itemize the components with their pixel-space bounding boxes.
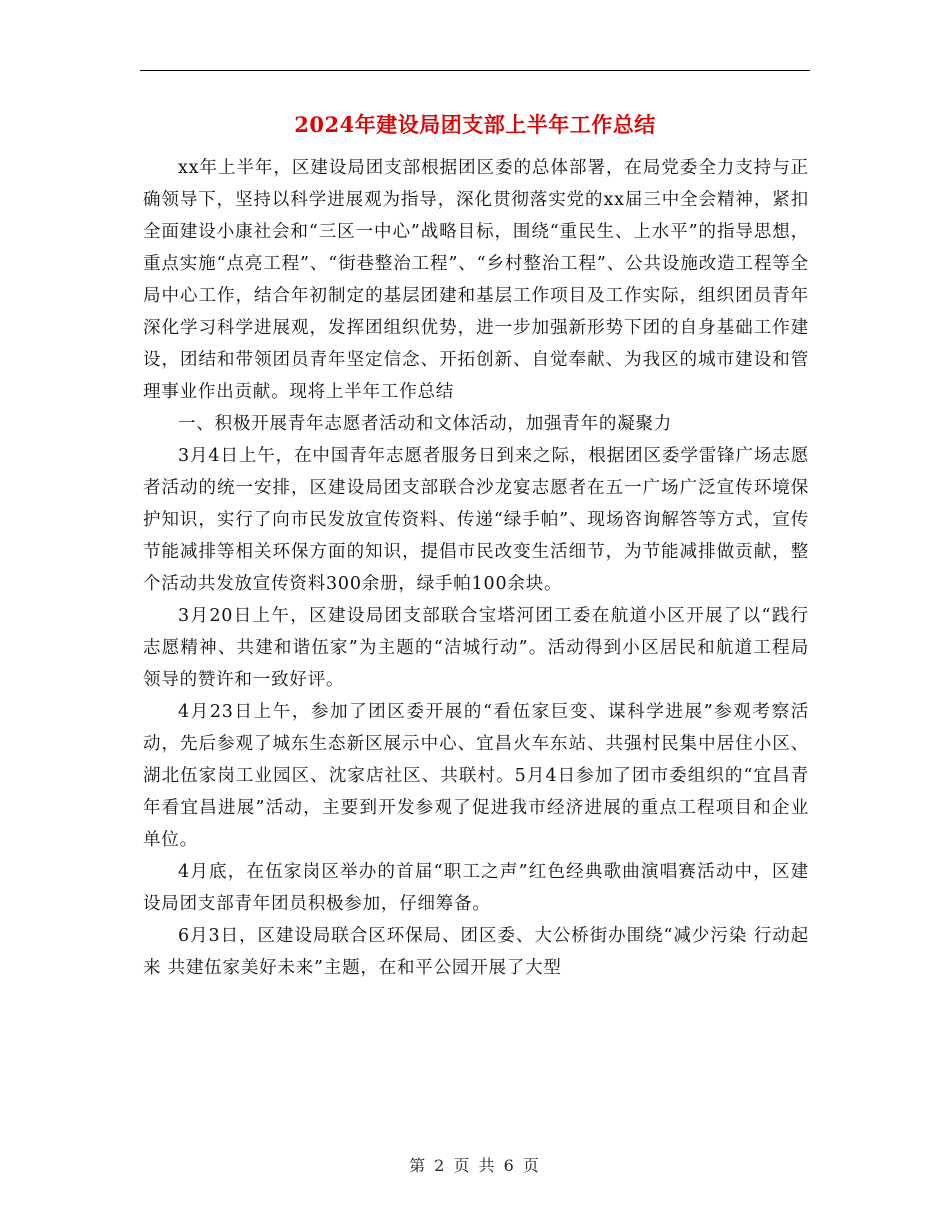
- document-title: 2024年建设局团支部上半年工作总结: [294, 112, 656, 137]
- paragraph-april-end: 4月底，在伍家岗区举办的首届“职工之声”红色经典歌曲演唱赛活动中，区建设局团支部青年团员积极参加，仔细筹备。: [143, 862, 809, 914]
- document-body: [143, 152, 809, 984]
- section-heading: 一、积极开展青年志愿者活动和文体活动，加强青年的凝聚力: [178, 414, 673, 434]
- paragraph-june-3: 6月3日，区建设局联合区环保局、团区委、大公桥街办围绕“减少污染 行动起来 共建伍家美好未来”主题，在和平公园开展了大型: [143, 926, 809, 978]
- paragraph-intro: xx年上半年，区建设局团支部根据团区委的总体部署，在局党委全力支持与正确领导下，坚持以科学进展观为指导，深化贯彻落实党的xx届三中全会精神，紧扣全面建设小康社会和“三区一中心”战略目标，围绕“重民生、上水平”的指导思想，重点实施“点亮工程”、“街巷整治工程”、“乡村整治工程”、公共设施改造工程等全局中心工作，结合年初制定的基层团建和基层工作项目及工作实际，组织团员青年深化学习科学进展观，发挥团组织优势，进一步加强新形势下团的自身基础工作建设，团结和带领团员青年坚定信念、开拓创新、自觉奉献、为我区的城市建设和管理事业作出贡献。现将上半年工作总结: [143, 158, 809, 402]
- paragraph-march-20: 3月20日上午，区建设局团支部联合宝塔河团工委在航道小区开展了以“践行志愿精神、共建和谐伍家”为主题的“洁城行动”。活动得到小区居民和航道工程局领导的赞许和一致好评。: [143, 606, 809, 690]
- paragraph-march-4: 3月4日上午，在中国青年志愿者服务日到来之际，根据团区委学雷锋广场志愿者活动的统一安排，区建设局团支部联合沙龙宴志愿者在五一广场广泛宣传环境保护知识，实行了向市民发放宣传资料、传递“绿手帕”、现场咨询解答等方式，宣传节能减排等相关环保方面的知识，提倡市民改变生活细节，为节能减排做贡献，整个活动共发放宣传资料300余册，绿手帕100余块。: [143, 446, 809, 594]
- paragraph-april-23: 4月23日上午，参加了团区委开展的“看伍家巨变、谋科学进展”参观考察活动，先后参观了城东生态新区展示中心、宜昌火车东站、共强村民集中居住小区、湖北伍家岗工业园区、沈家店社区、共联村。5月4日参加了团市委组织的“宜昌青年看宜昌进展”活动，主要到开发参观了促进我市经济进展的重点工程项目和企业单位。: [143, 702, 809, 850]
- page-number: 第 2 页 共 6 页: [409, 1156, 541, 1175]
- header-rule: [140, 70, 810, 71]
